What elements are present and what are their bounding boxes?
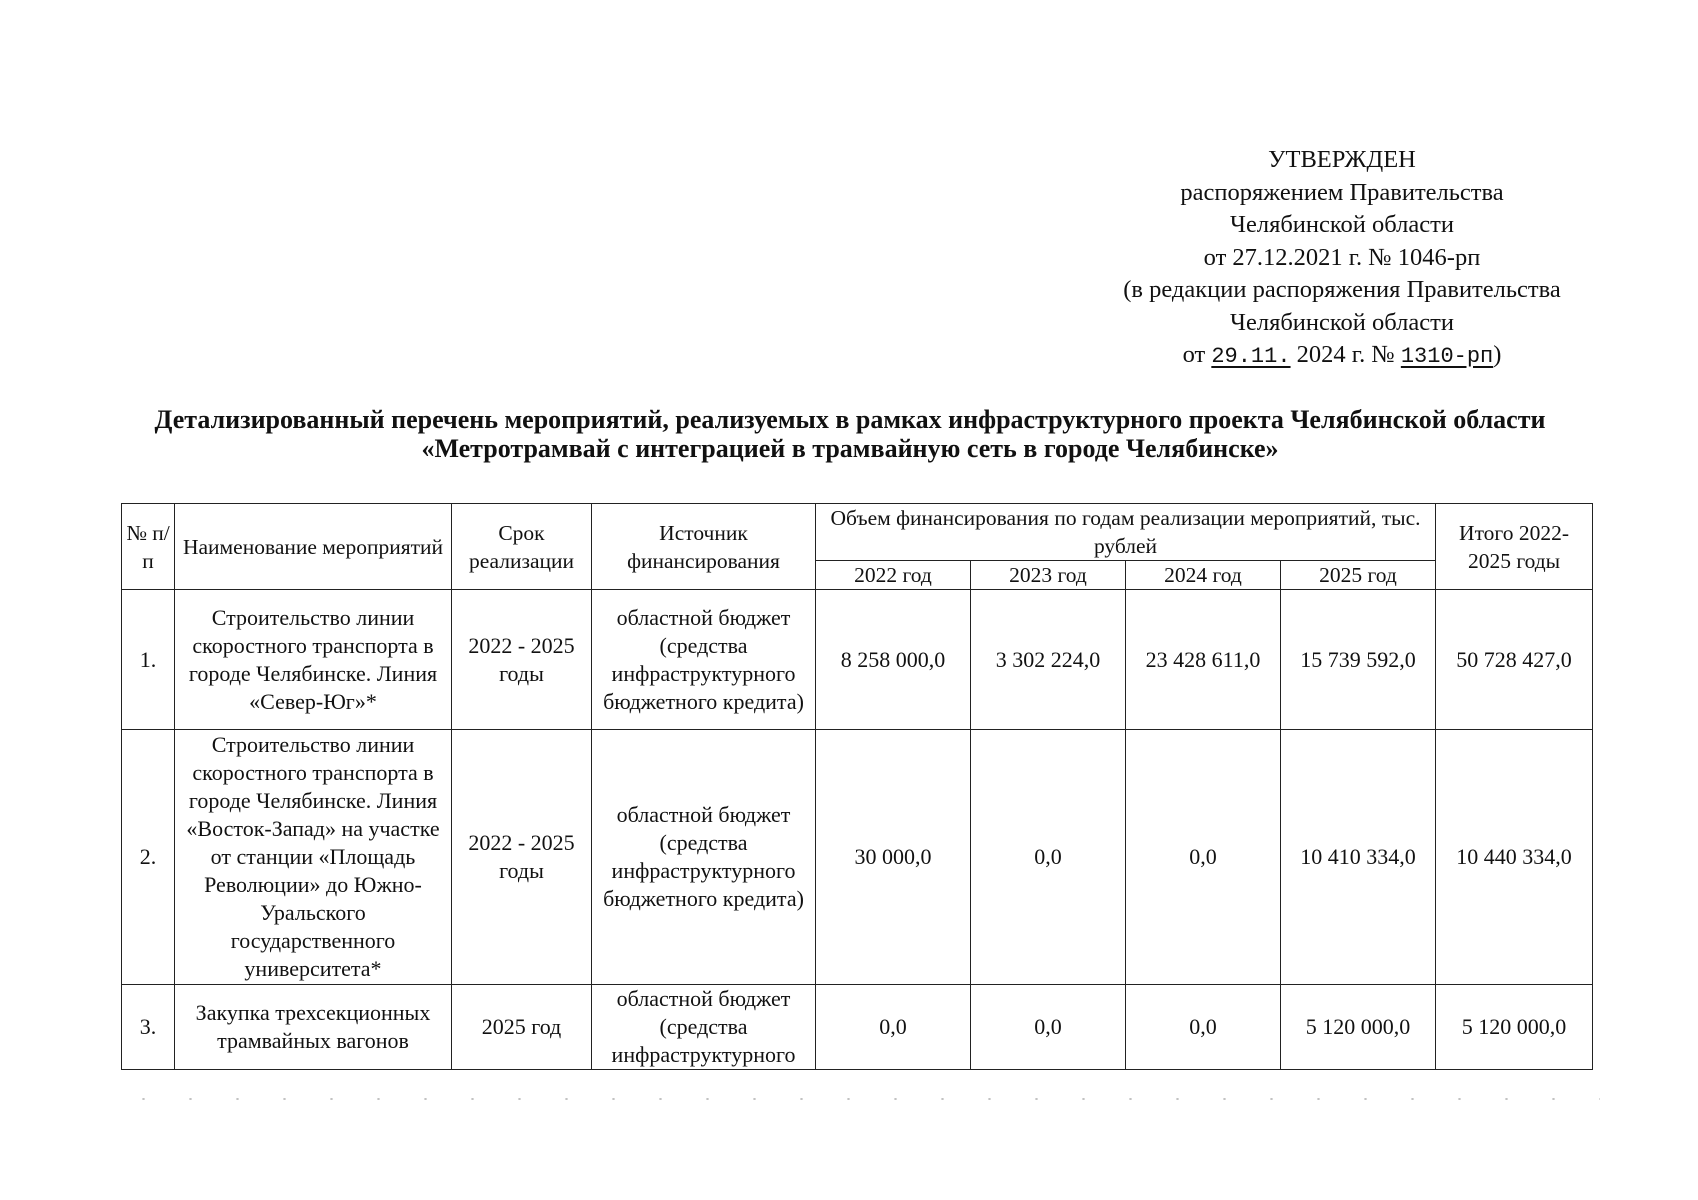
approval-number-value: 1310-рп — [1400, 344, 1494, 369]
header-num: № п/п — [122, 504, 175, 590]
cell-source: областной бюджет (средства инфраструктурного бюджетного кредита) — [592, 730, 816, 985]
cell-total: 5 120 000,0 — [1436, 985, 1593, 1070]
cell-2023: 3 302 224,0 — [971, 590, 1126, 730]
approval-closing-paren: ) — [1493, 341, 1502, 368]
cell-num: 1. — [122, 590, 175, 730]
cell-source: областной бюджет (средства инфраструктурного — [592, 985, 816, 1070]
measures-table — [121, 503, 1593, 1070]
approval-stamp-block — [1062, 144, 1622, 374]
cell-total: 10 440 334,0 — [1436, 730, 1593, 985]
header-funding: Объем финансирования по годам реализации мероприятий, тыс. рублей — [816, 504, 1436, 561]
header-year-2025: 2025 год — [1281, 561, 1436, 590]
cell-name: Строительство линии скоростного транспорта в городе Челябинске. Линия «Восток-Запад» на участке от станции «Площадь Революции» до Южно-Уральского государственного университета* — [175, 730, 452, 985]
approval-date-line — [1062, 339, 1622, 374]
approval-line: от 27.12.2021 г. № 1046-рп — [1203, 243, 1481, 271]
document-title — [100, 405, 1600, 463]
header-name: Наименование мероприятий — [175, 504, 452, 590]
header-year-2022: 2022 год — [816, 561, 971, 590]
approval-year: 2024 г. № — [1296, 341, 1395, 368]
document-title-line: Детализированный перечень мероприятий, реализуемых в рамках инфраструктурного проекта Челябинской области — [154, 405, 1546, 434]
approval-line: распоряжением Правительства — [1180, 178, 1504, 206]
cell-period: 2022 - 2025 годы — [452, 590, 592, 730]
approval-date-value: 29.11. — [1211, 344, 1291, 369]
cell-2022: 30 000,0 — [816, 730, 971, 985]
cell-2024: 0,0 — [1126, 985, 1281, 1070]
cell-2022: 0,0 — [816, 985, 971, 1070]
header-year-2024: 2024 год — [1126, 561, 1281, 590]
approval-line: Челябинской области — [1230, 211, 1454, 238]
document-title-line: «Метротрамвай с интеграцией в трамвайную сеть в городе Челябинске» — [421, 434, 1279, 463]
cell-2022: 8 258 000,0 — [816, 590, 971, 730]
cell-2025: 5 120 000,0 — [1281, 985, 1436, 1070]
header-source: Источник финансирования — [592, 504, 816, 590]
table-row — [122, 985, 1593, 1070]
cell-2023: 0,0 — [971, 730, 1126, 985]
approval-heading: УТВЕРЖДЕН — [1268, 146, 1416, 173]
cell-num: 2. — [122, 730, 175, 985]
table-row — [122, 730, 1593, 985]
cell-period: 2022 - 2025 годы — [452, 730, 592, 985]
cell-name: Строительство линии скоростного транспорта в городе Челябинске. Линия «Север-Юг»* — [175, 590, 452, 730]
table-row — [122, 590, 1593, 730]
cell-2024: 23 428 611,0 — [1126, 590, 1281, 730]
header-year-2023: 2023 год — [971, 561, 1126, 590]
cell-source: областной бюджет (средства инфраструктурного бюджетного кредита) — [592, 590, 816, 730]
cell-2025: 10 410 334,0 — [1281, 730, 1436, 985]
approval-line: (в редакции распоряжения Правительства — [1123, 276, 1561, 303]
cell-2023: 0,0 — [971, 985, 1126, 1070]
header-total: Итого 2022-2025 годы — [1436, 504, 1593, 590]
cell-total: 50 728 427,0 — [1436, 590, 1593, 730]
cell-period: 2025 год — [452, 985, 592, 1070]
scan-artifact-dots — [120, 1098, 1600, 1100]
cell-2024: 0,0 — [1126, 730, 1281, 985]
cell-2025: 15 739 592,0 — [1281, 590, 1436, 730]
cell-name: Закупка трехсекционных трамвайных вагонов — [175, 985, 452, 1070]
approval-date-prefix: от — [1182, 341, 1206, 368]
cell-num: 3. — [122, 985, 175, 1070]
header-period: Срок реализации — [452, 504, 592, 590]
approval-line: Челябинской области — [1230, 308, 1454, 336]
